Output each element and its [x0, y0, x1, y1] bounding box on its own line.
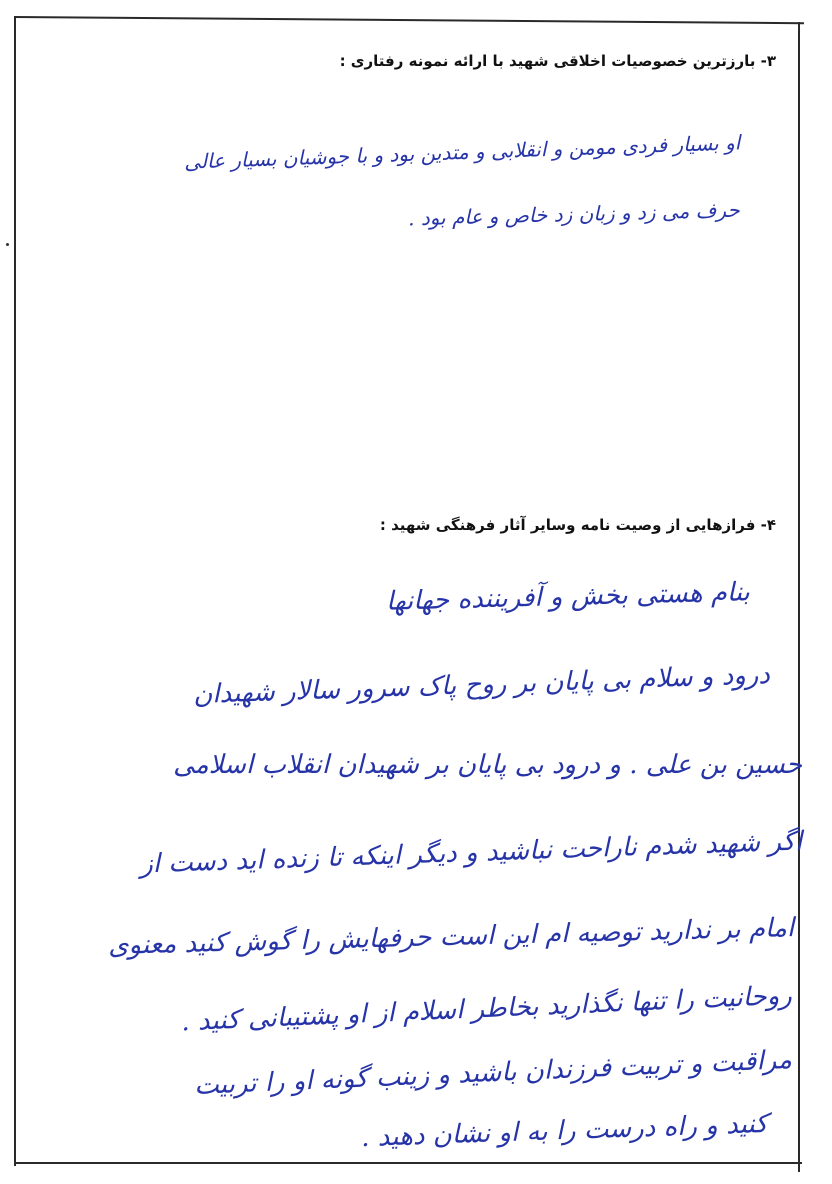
testament-line: درود و سلام بی پایان بر روح پاک سرور سالار شهیدان [192, 659, 771, 711]
testament-line: مراقبت و تربیت فرزندان باشید و زینب گونه او را تربیت [193, 1044, 793, 1102]
testament-line: امام بر ندارید توصیه ام این است حرفهایش را گوش کنید معنوی [107, 913, 795, 961]
section-3-heading: ۳- بارزترین خصوصیات اخلاقی شهید با ارائه نمونه رفتاری : [339, 52, 776, 70]
section-3-answer-line: حرف می زد و زبان زد خاص و عام بود . [407, 197, 741, 231]
testament-line: حسین بن علی . و درود بی پایان بر شهیدان انقلاب اسلامی [173, 750, 802, 780]
testament-line: روحانیت را تنها نگذارید بخاطر اسلام از او پشتیبانی کنید . [180, 980, 793, 1038]
testament-line: اگر شهید شدم ناراحت نباشید و دیگر اینکه تا زنده اید دست از [139, 826, 803, 880]
section-3-answer-line: او بسیار فردی مومن و انقلابی و متدین بود و با جوشیان بسیار عالی [183, 130, 741, 174]
scan-speck [6, 243, 9, 246]
frame-border-left [14, 16, 16, 1166]
frame-border-bottom [14, 1162, 802, 1164]
frame-border-top [14, 16, 804, 24]
testament-line: بنام هستی بخش و آفریننده جهانها [385, 577, 751, 617]
testament-line: کنید و راه درست را به او نشان دهید . [360, 1108, 769, 1154]
frame-border-right [798, 22, 800, 1172]
section-4-heading: ۴- فرازهایی از وصیت نامه وسایر آثار فرهنگی شهید : [379, 516, 776, 534]
